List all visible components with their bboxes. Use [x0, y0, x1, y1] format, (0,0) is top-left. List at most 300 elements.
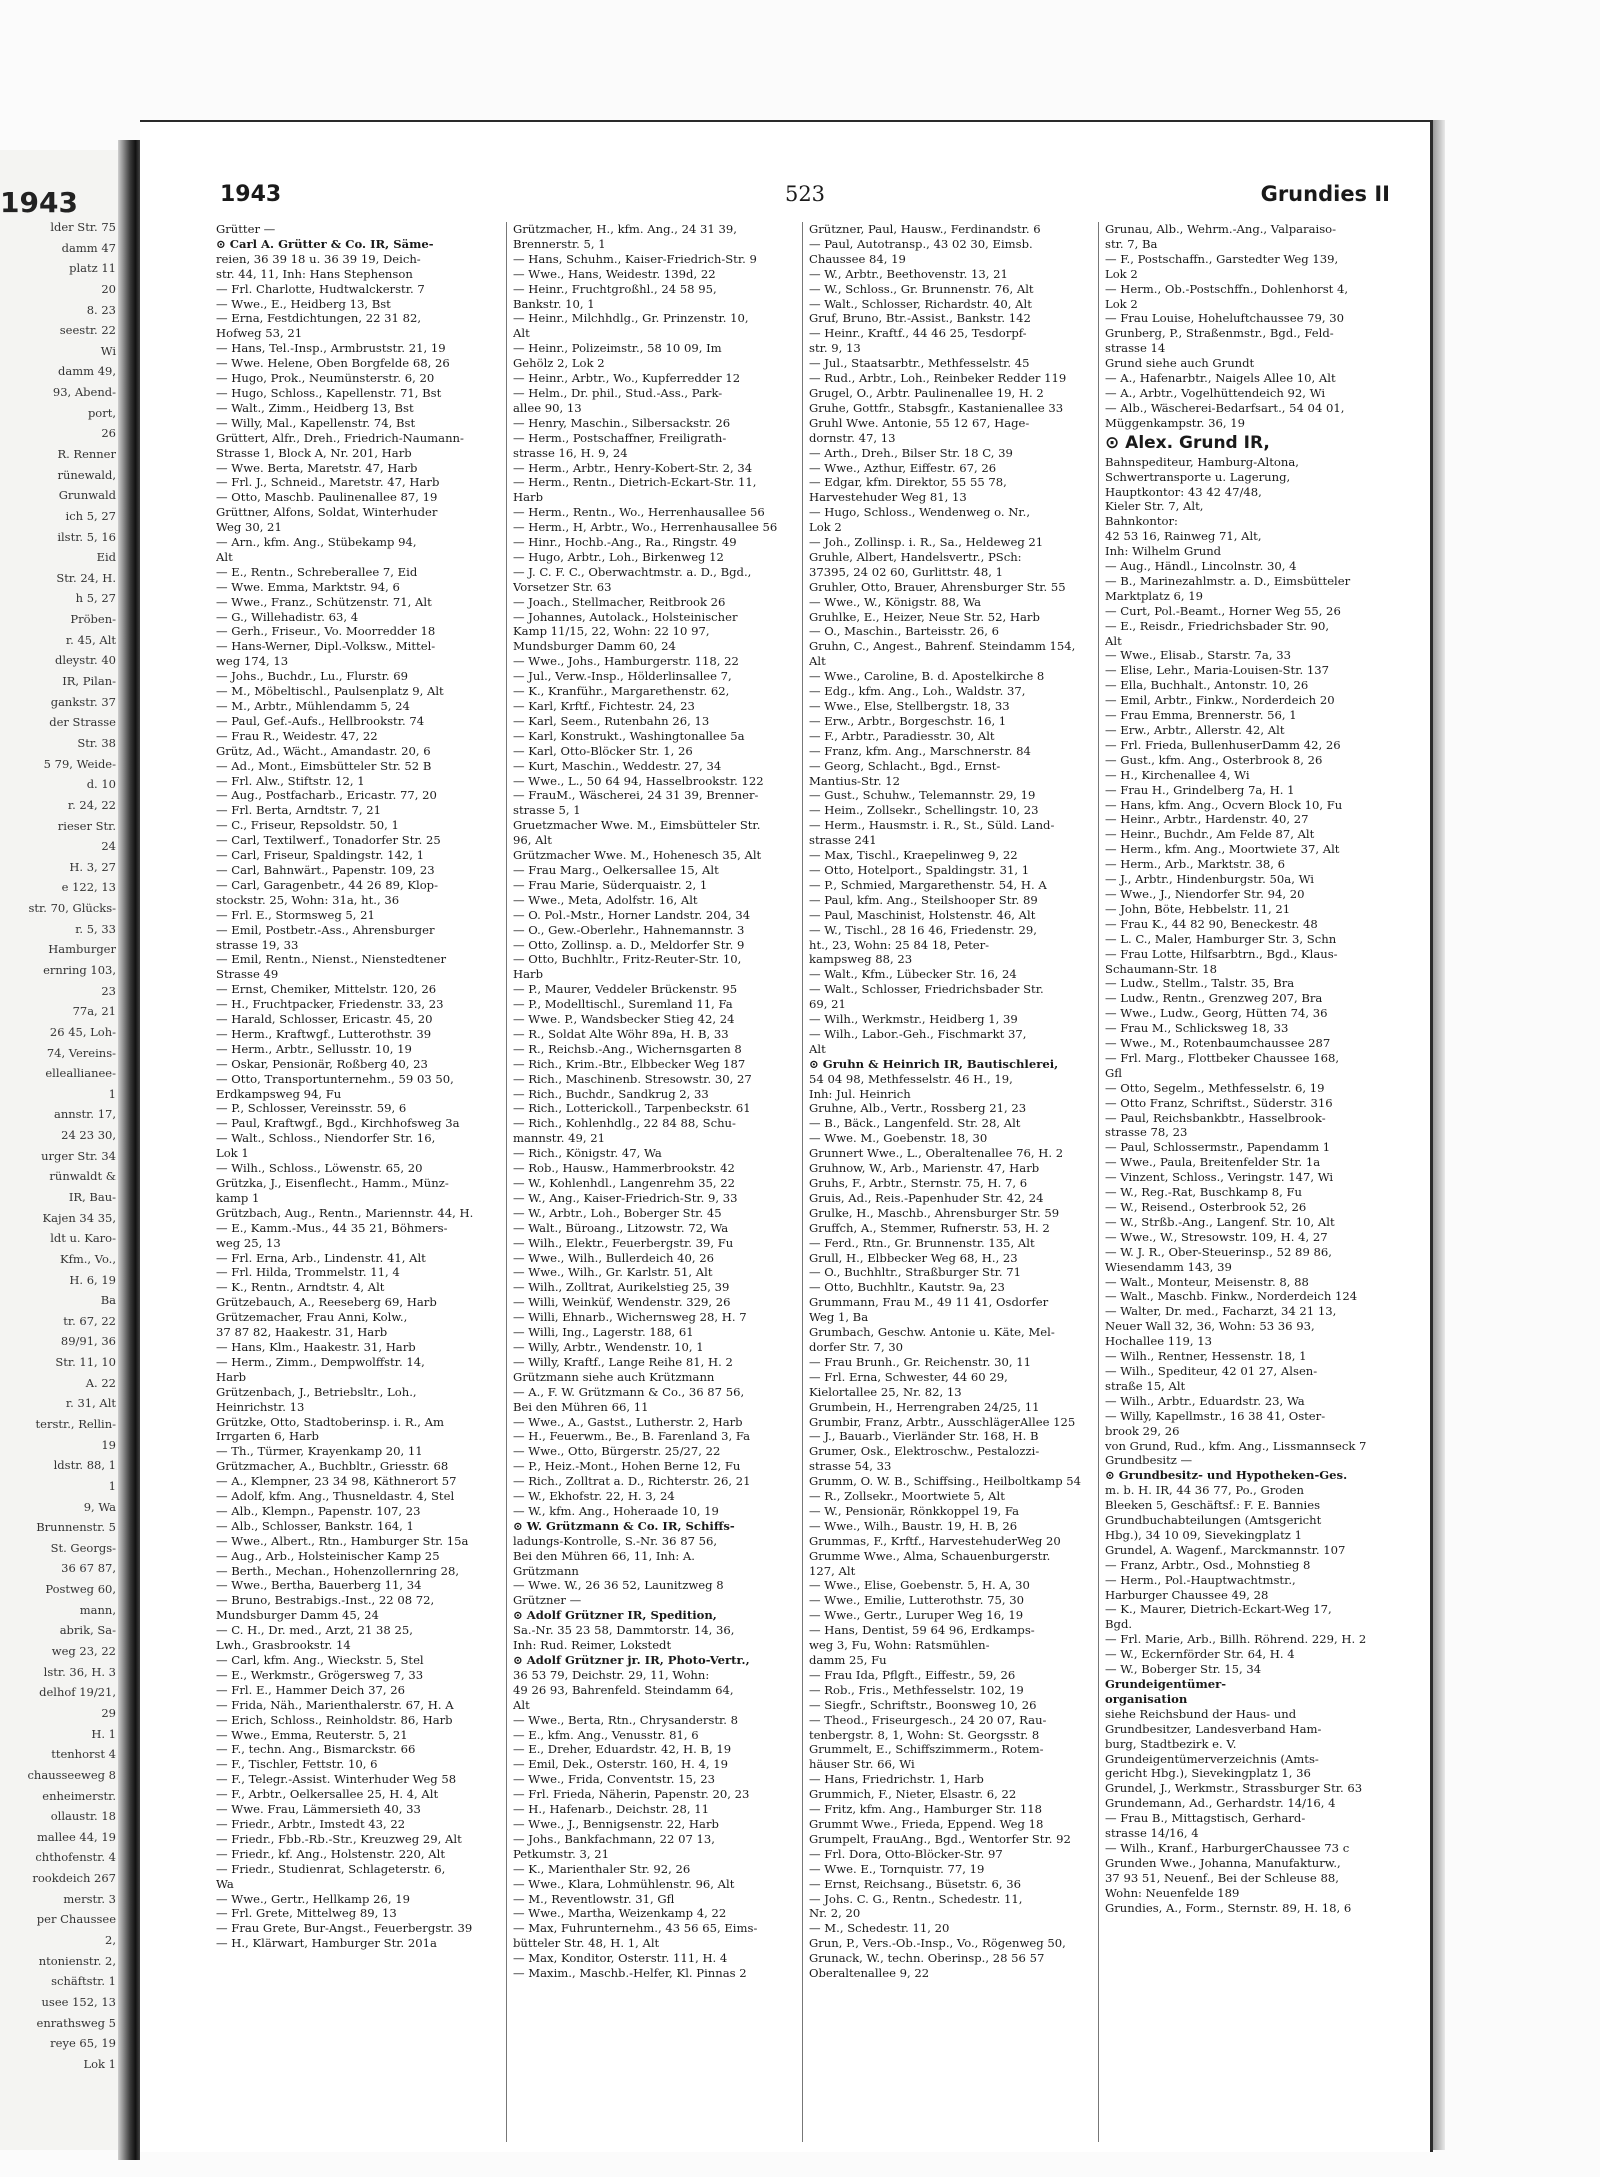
directory-entry-line: — Frl. Erna, Schwester, 44 60 29, — [809, 1369, 1008, 1384]
facing-page-fragment: der Strasse — [49, 715, 116, 729]
directory-entry-line: — E., Dreher, Eduardstr. 42, H. B, 19 — [513, 1742, 732, 1757]
directory-entry-line: — Wwe., Meta, Adolfstr. 16, Alt — [513, 892, 698, 907]
directory-entry-line: — Max, Fuhrunternehm., 43 56 65, Eims- — [513, 1921, 758, 1936]
directory-entry-line: — Erw., Arbtr., Allerstr. 42, Alt — [1105, 723, 1285, 737]
header-year: 1943 — [220, 182, 282, 207]
directory-entry-line: Wohn: Neuenfelde 189 — [1105, 1885, 1240, 1900]
facing-page-fragment: reye 65, 19 — [50, 2036, 116, 2050]
directory-entry-line: Harb — [513, 490, 543, 505]
directory-columns — [210, 222, 1395, 2142]
facing-page-fragment: 77a, 21 — [72, 1004, 116, 1018]
directory-entry-line: — Wwe., Elise, Goebenstr. 5, H. A, 30 — [809, 1578, 1030, 1593]
directory-entry-line: — Curt, Pol.-Beamt., Horner Weg 55, 26 — [1105, 603, 1341, 618]
directory-entry-line: — R., Soldat Alte Wöhr 89a, H. B, 33 — [513, 1026, 729, 1041]
directory-entry-line: — Max, Tischl., Kraepelinweg 9, 22 — [809, 848, 1018, 863]
directory-entry-line: — Ad., Mont., Eimsbütteler Str. 52 B — [216, 758, 432, 773]
directory-entry-line: Grunack, W., techn. Oberinsp., 28 56 57 — [809, 1951, 1045, 1966]
directory-entry-line: — Otto Franz, Schriftst., Süderstr. 316 — [1105, 1095, 1333, 1110]
directory-entry-line: — Hans, Friedrichstr. 1, Harb — [809, 1772, 984, 1787]
directory-entry-line: Grunberg, P., Straßenmstr., Bgd., Feld- — [1105, 326, 1334, 341]
directory-entry-line: — Frau Lotte, Hilfsarbtrn., Bgd., Klaus- — [1105, 946, 1338, 961]
facing-page-fragment: 74, Vereins- — [46, 1046, 116, 1060]
directory-entry-line: — Wwe., Wilh., Baustr. 19, H. B, 26 — [809, 1518, 1018, 1533]
directory-entry-line: — Frau Emma, Brennerstr. 56, 1 — [1105, 708, 1297, 723]
directory-entry-line: strasse 241 — [809, 833, 877, 848]
facing-page-fragment: 1 — [108, 1479, 116, 1493]
directory-entry-line: — W., Arbtr., Beethovenstr. 13, 21 — [809, 266, 1008, 281]
directory-entry-line: — Frl. Charlotte, Hudtwalckerstr. 7 — [216, 281, 425, 296]
directory-entry-line: Grützmacher Wwe. M., Hohenesch 35, Alt — [513, 848, 762, 863]
facing-page-fragment: str. 70, Glücks- — [28, 901, 116, 915]
directory-entry-line: — Wwe., Bertha, Bauerberg 11, 34 — [216, 1578, 422, 1593]
directory-entry-line: — Rich., Lotterickoll., Tarpenbeckstr. 61 — [513, 1101, 751, 1116]
facing-page-fragment: tr. 67, 22 — [63, 1314, 116, 1328]
directory-entry-line: stockstr. 25, Wohn: 31a, ht., 36 — [216, 892, 400, 907]
directory-entry-line: ⊙ Adolf Grützner IR, Spedition, — [513, 1608, 717, 1623]
directory-entry-line: — Ferd., Rtn., Gr. Brunnenstr. 135, Alt — [809, 1235, 1035, 1250]
directory-entry-line: strasse 14/16, 4 — [1105, 1826, 1199, 1841]
directory-entry-line: — Otto, Buchhltr., Fritz-Reuter-Str. 10, — [513, 952, 742, 967]
directory-entry-line: — Wwe., Elisab., Starstr. 7a, 33 — [1105, 648, 1291, 663]
facing-page-fragment: seestr. 22 — [59, 323, 116, 337]
directory-entry-line: — Johs. C. G., Rentn., Schedestr. 11, — [809, 1891, 1023, 1906]
directory-entry-line: — Wwe., Ludw., Georg, Hütten 74, 36 — [1105, 1006, 1328, 1021]
directory-entry-line: Lok 2 — [1105, 296, 1138, 311]
directory-entry-line: ladungs-Kontrolle, S.-Nr. 36 87 56, — [513, 1533, 718, 1548]
directory-entry-line: — W., Arbtr., Loh., Boberger Str. 45 — [513, 1205, 722, 1220]
facing-page-fragment: 29 — [101, 1706, 116, 1720]
directory-entry-line: Inh: Jul. Heinrich — [809, 1086, 911, 1101]
directory-entry-line: — Ella, Buchhalt., Antonstr. 10, 26 — [1105, 678, 1309, 693]
directory-entry-line: Brennerstr. 5, 1 — [513, 236, 606, 251]
directory-entry-line: — E., Reisdr., Friedrichsbader Str. 90, — [1105, 618, 1330, 633]
directory-entry-line: — W., Tischl., 28 16 46, Friedenstr. 29, — [809, 922, 1037, 937]
directory-entry-line: — Johs., Buchdr., Lu., Flurstr. 69 — [216, 669, 409, 684]
directory-entry-line: — J., Arbtr., Hindenburgstr. 50a, Wi — [1105, 872, 1314, 887]
directory-entry-line: — H., Fruchtpacker, Friedenstr. 33, 23 — [216, 997, 444, 1012]
directory-entry-line: Neuer Wall 32, 36, Wohn: 53 36 93, — [1105, 1319, 1315, 1334]
directory-entry-line: — W., Schloss., Gr. Brunnenstr. 76, Alt — [809, 281, 1034, 296]
directory-entry-line: allee 90, 13 — [513, 400, 582, 415]
directory-entry-line: Harb — [216, 1369, 246, 1384]
directory-entry-line: — Rich., Zolltrat a. D., Richterstr. 26, 21 — [513, 1474, 751, 1489]
directory-entry-line: — O., Buchhltr., Straßburger Str. 71 — [809, 1265, 1021, 1280]
facing-page-fragment: 24 23 30, — [61, 1128, 116, 1142]
directory-entry-line: Grützmacher, A., Buchbltr., Griesstr. 68 — [216, 1459, 449, 1474]
directory-page — [140, 120, 1433, 2152]
directory-entry-line: — Walt., Büroang., Litzowstr. 72, Wa — [513, 1220, 729, 1235]
directory-entry-line: — E., Kamm.-Mus., 44 35 21, Böhmers- — [216, 1220, 448, 1235]
directory-entry-line: Oberaltenallee 9, 22 — [809, 1966, 930, 1981]
directory-entry-line: — Wwe., A., Gastst., Lutherstr. 2, Harb — [513, 1414, 743, 1429]
directory-entry-line: — Adolf, kfm. Ang., Thusneldastr. 4, Stel — [216, 1489, 455, 1504]
directory-entry-line: — Frau K., 44 82 90, Beneckestr. 48 — [1105, 916, 1318, 931]
directory-entry-line: — Wwe., J., Niendorfer Str. 94, 20 — [1105, 886, 1305, 901]
facing-page-fragment: d. 10 — [86, 777, 116, 791]
directory-entry-line: Grumbein, H., Herrengraben 24/25, 11 — [809, 1399, 1040, 1414]
directory-entry-line: — Wwe. Helene, Oben Borgfelde 68, 26 — [216, 356, 450, 371]
directory-entry-line: — Maxim., Maschb.-Helfer, Kl. Pinnas 2 — [513, 1966, 747, 1981]
directory-entry-line: Alt — [513, 326, 530, 341]
directory-entry-line: dornstr. 47, 13 — [809, 430, 896, 445]
directory-entry-line: — Gust., kfm. Ang., Osterbrook 8, 26 — [1105, 752, 1323, 767]
directory-entry-line: — Wilh., Elektr., Feuerbergstr. 39, Fu — [513, 1235, 734, 1250]
facing-page-fragment: 26 — [101, 426, 116, 440]
directory-entry-line: — Wwe., Emilie, Lutterothstr. 75, 30 — [809, 1593, 1024, 1608]
facing-page-fragment: r. 45, Alt — [65, 633, 116, 647]
directory-entry-line: — Willi, Weinküf, Wendenstr. 329, 26 — [513, 1295, 731, 1310]
directory-entry-line: — Hans, Klm., Haakestr. 31, Harb — [216, 1339, 416, 1354]
directory-entry-line: — Frau H., Grindelberg 7a, H. 1 — [1105, 782, 1295, 797]
directory-entry-line: — Karl, Seem., Rutenbahn 26, 13 — [513, 713, 710, 728]
directory-entry-line: — Heinr., Milchhdlg., Gr. Prinzenstr. 10, — [513, 311, 749, 326]
directory-entry-line: — Karl, Krftf., Fichtestr. 24, 23 — [513, 699, 695, 713]
directory-entry-line: — Hugo, Schloss., Wendenweg o. Nr., — [809, 505, 1031, 520]
directory-entry-line: Hochallee 119, 13 — [1105, 1334, 1213, 1349]
directory-entry-line: Grüttner, Alfons, Soldat, Winterhuder — [216, 505, 438, 520]
directory-entry-line: — Bruno, Bestrabigs.-Inst., 22 08 72, — [216, 1593, 435, 1608]
facing-page-fragment: H. 6, 19 — [69, 1273, 116, 1287]
directory-entry-line: — Wwe. Emma, Marktstr. 94, 6 — [216, 579, 400, 594]
directory-entry-line: — Rich., Königstr. 47, Wa — [513, 1146, 662, 1161]
facing-page-fragment: enheimerstr. — [42, 1789, 116, 1803]
directory-entry-line: Grunden Wwe., Johanna, Manufakturw., — [1105, 1855, 1341, 1870]
directory-entry-line: — Wwe., Wilh., Bullerdeich 40, 26 — [513, 1250, 715, 1265]
directory-entry-line: — Frau Grete, Bur-Angst., Feuerbergstr. 39 — [216, 1921, 473, 1936]
directory-entry-line: — Wwe., Frida, Conventstr. 15, 23 — [513, 1772, 716, 1787]
facing-page-fragment: rünewald, — [57, 468, 116, 482]
directory-entry-line: — Kurt, Maschin., Weddestr. 27, 34 — [513, 758, 722, 773]
directory-entry-line: Grunnert Wwe., L., Oberaltenallee 76, H. 2 — [809, 1146, 1064, 1161]
directory-entry-line: — Hans, Tel.-Insp., Armbruststr. 21, 19 — [216, 341, 446, 356]
directory-entry-line: — Hans, Dentist, 59 64 96, Erdkamps- — [809, 1623, 1035, 1638]
directory-entry-line: ⊙ Alex. Grund IR, — [1105, 432, 1270, 453]
facing-page-fragment: dleystr. 40 — [54, 653, 116, 667]
directory-entry-line: — Oskar, Pensionär, Roßberg 40, 23 — [216, 1056, 428, 1071]
directory-entry-line: Chaussee 84, 19 — [809, 251, 906, 266]
directory-entry-line: — Emil, Arbtr., Finkw., Norderdeich 20 — [1105, 693, 1335, 708]
directory-entry-line: 42 53 16, Rainweg 71, Alt, — [1105, 529, 1262, 544]
facing-page-fragment: urger Str. 34 — [41, 1149, 116, 1163]
directory-entry-line: Grützbach, Aug., Rentn., Mariennstr. 44, H. — [216, 1205, 474, 1220]
directory-entry-line: Grüttert, Alfr., Dreh., Friedrich-Naumann- — [216, 430, 464, 445]
directory-entry-line: — W., Strßb.-Ang., Langenf. Str. 10, Alt — [1105, 1214, 1335, 1229]
running-head: Grundies II — [1260, 182, 1390, 206]
facing-page-fragment: gankstr. 37 — [50, 695, 116, 709]
facing-page-fragment: Kajen 34 35, — [42, 1211, 116, 1225]
directory-entry-line: Alt — [1105, 633, 1122, 648]
directory-entry-line: — Willy, Arbtr., Wendenstr. 10, 1 — [513, 1339, 704, 1354]
directory-entry-line: Gfl — [1105, 1065, 1122, 1080]
directory-entry-line: — Heinr., Fruchtgroßhl., 24 58 95, — [513, 281, 717, 296]
directory-entry-line: Grumm, O. W. B., Schiffsing., Heilboltkamp 54 — [809, 1474, 1082, 1489]
directory-entry-line: — P., Heiz.-Mont., Hohen Berne 12, Fu — [513, 1459, 741, 1474]
directory-entry-line: — B., Bäck., Langenfeld. Str. 28, Alt — [809, 1116, 1021, 1131]
facing-page-fragment: mallee 44, 19 — [37, 1830, 116, 1844]
directory-entry-line: — Otto, Hotelport., Spaldingstr. 31, 1 — [809, 862, 1030, 877]
directory-entry-line: — Siegfr., Schriftstr., Boonsweg 10, 26 — [809, 1697, 1037, 1712]
directory-entry-line: — Friedr., Studienrat, Schlageterstr. 6, — [216, 1861, 446, 1876]
directory-entry-line: Grützka, J., Eisenflecht., Hamm., Münz- — [216, 1176, 449, 1190]
directory-entry-line: — E., Werkmstr., Grögersweg 7, 33 — [216, 1667, 424, 1682]
directory-entry-line: — Frl. Frieda, BullenhuserDamm 42, 26 — [1105, 737, 1341, 752]
directory-entry-line: Schwertransporte u. Lagerung, — [1105, 469, 1291, 484]
directory-entry-line: — Willi, Ing., Lagerstr. 188, 61 — [513, 1325, 694, 1340]
directory-entry-line: — Alb., Klempn., Papenstr. 107, 23 — [216, 1503, 421, 1518]
directory-entry-line: burg, Stadtbezirk e. V. — [1105, 1736, 1237, 1751]
directory-entry-line: Wa — [216, 1876, 234, 1891]
directory-entry-line: Gruhl Wwe. Antonie, 55 12 67, Hage- — [809, 415, 1030, 430]
directory-entry-line: — Wwe. E., Tornquistr. 77, 19 — [809, 1861, 985, 1876]
directory-entry-line: — G., Willehadistr. 63, 4 — [216, 609, 359, 624]
directory-entry-line: — Walter, Dr. med., Facharzt, 34 21 13, — [1105, 1304, 1337, 1319]
directory-entry-line: Petkumstr. 3, 21 — [513, 1846, 610, 1861]
directory-entry-line: — Wwe., L., 50 64 94, Hasselbrookstr. 122 — [513, 773, 764, 788]
directory-entry-line: Grundbesitzer, Landesverband Ham- — [1105, 1721, 1322, 1736]
directory-entry-line: — Aug., Postfacharb., Ericastr. 77, 20 — [216, 788, 437, 803]
directory-entry-line: — Wwe., Franz., Schützenstr. 71, Alt — [216, 594, 432, 609]
directory-entry-line: Gruetzmacher Wwe. M., Eimsbütteler Str. — [513, 818, 761, 833]
column-2 — [506, 222, 802, 2142]
directory-entry-line: — Frau B., Mittagstisch, Gerhard- — [1105, 1811, 1306, 1826]
directory-entry-line: — H., Feuerwm., Be., B. Farenland 3, Fa — [513, 1429, 751, 1444]
directory-entry-line: Grützenbach, J., Betriebsltr., Loh., — [216, 1384, 417, 1399]
facing-page-fragment: Str. 38 — [77, 736, 116, 750]
facing-page-fragment: r. 31, Alt — [65, 1396, 116, 1410]
directory-entry-line: Inh: Rud. Reimer, Lokstedt — [513, 1638, 672, 1653]
directory-entry-line: — Otto, Segelm., Methfesselstr. 6, 19 — [1105, 1080, 1325, 1095]
facing-page-fragment: Str. 11, 10 — [55, 1355, 116, 1369]
facing-page-fragment: IR, Bau- — [68, 1190, 116, 1204]
directory-entry-line: — Herm., Kraftwgf., Lutterothstr. 39 — [216, 1026, 432, 1041]
directory-entry-line: Grummann, Frau M., 49 11 41, Osdorfer — [809, 1295, 1049, 1310]
directory-entry-line: — Henry, Maschin., Silbersackstr. 26 — [513, 415, 731, 430]
directory-entry-line: — H., Klärwart, Hamburger Str. 201a — [216, 1936, 437, 1951]
directory-entry-line: — Erich, Schloss., Reinholdstr. 86, Harb — [216, 1712, 453, 1727]
facing-page-fragment: 5 79, Weide- — [43, 757, 116, 771]
directory-entry-line: — Gerh., Friseur., Vo. Moorredder 18 — [216, 624, 436, 639]
directory-entry-line: Gruhs, F., Arbtr., Sternstr. 75, H. 7, 6 — [809, 1176, 1028, 1190]
directory-entry-line: Grütter — — [216, 222, 276, 236]
directory-entry-line: — Wwe., Albert., Rtn., Hamburger Str. 15a — [216, 1533, 469, 1548]
directory-entry-line: — Herm., Postschaffner, Freiligrath- — [513, 430, 727, 445]
directory-entry-line: — O., Maschin., Barteisstr. 26, 6 — [809, 624, 999, 639]
directory-entry-line: — Edg., kfm. Ang., Loh., Waldstr. 37, — [809, 684, 1026, 699]
directory-entry-line: Grumpelt, FrauAng., Bgd., Wentorfer Str. 92 — [809, 1831, 1071, 1846]
facing-page-fragment: Ba — [100, 1293, 116, 1307]
directory-entry-line: — Arn., kfm. Ang., Stübekamp 94, — [216, 535, 417, 550]
directory-entry-line: — Frau Marie, Süderquaistr. 2, 1 — [513, 877, 708, 892]
facing-page-fragment: 2, — [105, 1933, 116, 1947]
directory-entry-line: — C. H., Dr. med., Arzt, 21 38 25, — [216, 1623, 413, 1638]
facing-page-fragment: rookdeich 267 — [32, 1871, 116, 1885]
directory-entry-line: Irrgarten 6, Harb — [216, 1429, 319, 1444]
directory-entry-line: str. 7, Ba — [1105, 236, 1158, 251]
directory-entry-line: — Wwe. Frau, Lämmersieth 40, 33 — [216, 1802, 421, 1817]
directory-entry-line: — Wilh., Spediteur, 42 01 27, Alsen- — [1105, 1363, 1318, 1378]
directory-entry-line: — W., Reg.-Rat, Buschkamp 8, Fu — [1105, 1185, 1302, 1200]
directory-entry-line: Grützner, Paul, Hausw., Ferdinandstr. 6 — [809, 222, 1041, 236]
directory-entry-line: Sa.-Nr. 35 23 58, Dammtorstr. 14, 36, — [513, 1623, 735, 1638]
directory-entry-line: strasse 54, 33 — [809, 1459, 892, 1474]
directory-entry-line: — Heinr., Arbtr., Wo., Kupferredder 12 — [513, 371, 741, 386]
directory-entry-line: — Heim., Zollsekr., Schellingstr. 10, 23 — [809, 803, 1039, 818]
directory-entry-line: — A., Klempner, 23 34 98, Käthnerort 57 — [216, 1474, 457, 1489]
directory-entry-line: Gruf, Bruno, Btr.-Assist., Bankstr. 142 — [809, 311, 1031, 326]
directory-entry-line: — Carl, Garagenbetr., 44 26 89, Klop- — [216, 877, 439, 892]
directory-entry-line: Grützke, Otto, Stadtoberinsp. i. R., Am — [216, 1414, 445, 1429]
directory-entry-line: 37 87 82, Haakestr. 31, Harb — [216, 1325, 388, 1340]
directory-entry-line: Weg 30, 21 — [216, 520, 282, 535]
directory-entry-line: — W., Kohlenhdl., Langenrehm 35, 22 — [513, 1176, 735, 1190]
directory-entry-line: — Erw., Arbtr., Borgeschstr. 16, 1 — [809, 713, 1007, 728]
directory-entry-line: — Heinr., Polizeimstr., 58 10 09, Im — [513, 341, 722, 356]
directory-entry-line: — M., Schedestr. 11, 20 — [809, 1921, 950, 1936]
facing-page-fragment: Grunwald — [58, 488, 116, 502]
directory-entry-line: — Hugo, Arbtr., Loh., Birkenweg 12 — [513, 549, 724, 564]
facing-page-fragment: ldstr. 88, 1 — [53, 1458, 116, 1472]
facing-page-fragment: ldt u. Karo- — [50, 1231, 116, 1245]
directory-entry-line: — O. Pol.-Mstr., Horner Landstr. 204, 34 — [513, 907, 751, 922]
directory-entry-line: ⊙ Gruhn & Heinrich IR, Bautischlerei, — [809, 1056, 1059, 1071]
facing-page-fragment: St. Georgs- — [50, 1541, 116, 1555]
facing-page-fragment: annstr. 17, — [53, 1107, 116, 1121]
facing-page-fragment: R. Renner — [57, 447, 116, 461]
directory-entry-line: — Frau M., Schlicksweg 18, 33 — [1105, 1021, 1289, 1036]
directory-entry-line: — F., Arbtr., Oelkersallee 25, H. 4, Alt — [216, 1787, 439, 1802]
directory-entry-line: — K., Kranführ., Margarethenstr. 62, — [513, 684, 730, 699]
directory-entry-line: — Hinr., Hochb.-Ang., Ra., Ringstr. 49 — [513, 535, 737, 550]
facing-page-fragment: chthofenstr. 4 — [35, 1850, 116, 1864]
directory-entry-line: damm 25, Fu — [809, 1653, 887, 1667]
directory-entry-line: Schaumann-Str. 18 — [1105, 961, 1218, 976]
directory-entry-line: straße 15, Alt — [1105, 1378, 1186, 1393]
directory-entry-line: — Heinr., Kraftf., 44 46 25, Tesdorpf- — [809, 326, 1027, 341]
directory-entry-line: — John, Böte, Hebbelstr. 11, 21 — [1105, 901, 1291, 916]
directory-entry-line: — Walt., Zimm., Heidberg 13, Bst — [216, 400, 414, 415]
directory-entry-line: Strasse 1, Block A, Nr. 201, Harb — [216, 445, 412, 460]
directory-entry-line: — F., Arbtr., Paradiesstr. 30, Alt — [809, 728, 995, 743]
directory-entry-line: — Wwe., Else, Stellbergstr. 18, 33 — [809, 699, 1010, 713]
directory-entry-line: — Wilh., Labor.-Geh., Fischmarkt 37, — [809, 1026, 1027, 1041]
page-edge-shadow — [1433, 120, 1445, 2150]
directory-entry-line: Harburger Chaussee 49, 28 — [1105, 1587, 1269, 1602]
directory-entry-line: Grumme Wwe., Alma, Schauenburgerstr. — [809, 1548, 1051, 1563]
directory-entry-line: siehe Reichsbund der Haus- und — [1105, 1706, 1297, 1721]
facing-page-fragment: r. 5, 33 — [75, 922, 116, 936]
directory-entry-line: Müggenkampstr. 36, 19 — [1105, 415, 1245, 430]
directory-entry-line: — Wwe. Berta, Maretstr. 47, Harb — [216, 460, 418, 475]
directory-entry-line: Inh: Wilhelm Grund — [1105, 544, 1222, 559]
directory-entry-line: — W., Ang., Kaiser-Friedrich-Str. 9, 33 — [513, 1190, 738, 1205]
directory-entry-line: — Fritz, kfm. Ang., Hamburger Str. 118 — [809, 1802, 1043, 1817]
directory-entry-line: — Arth., Dreh., Bilser Str. 18 C, 39 — [809, 445, 1013, 460]
directory-entry-line: 69, 21 — [809, 997, 846, 1012]
directory-entry-line: — Max, Konditor, Osterstr. 111, H. 4 — [513, 1951, 728, 1966]
directory-entry-line: Grützebauch, A., Reeseberg 69, Harb — [216, 1295, 437, 1310]
directory-entry-line: — M., Möbeltischl., Paulsenplatz 9, Alt — [216, 684, 444, 699]
directory-entry-line: — R., Zollsekr., Moortwiete 5, Alt — [809, 1489, 1005, 1504]
directory-entry-line: — Heinr., Arbtr., Hardenstr. 40, 27 — [1105, 812, 1309, 827]
facing-page-fragment: 89/91, 36 — [60, 1334, 116, 1348]
directory-entry-line: Gruffch, A., Stemmer, Rufnerstr. 53, H. 2 — [809, 1220, 1050, 1235]
directory-entry-line: — Frau Brunh., Gr. Reichenstr. 30, 11 — [809, 1354, 1032, 1369]
directory-entry-line: — Frida, Näh., Marienthalerstr. 67, H. A — [216, 1697, 454, 1712]
directory-entry-line: — Frl. Grete, Mittelweg 89, 13 — [216, 1906, 397, 1921]
directory-entry-line: ⊙ Adolf Grützner jr. IR, Photo-Vertr., — [513, 1653, 750, 1667]
directory-entry-line: — Walt., Monteur, Meisenstr. 8, 88 — [1105, 1274, 1309, 1289]
directory-entry-line: — Frl. E., Stormsweg 5, 21 — [216, 907, 375, 922]
directory-entry-line: str. 44, 11, Inh: Hans Stephenson — [216, 266, 413, 281]
directory-entry-line: — Walt., Schlosser, Friedrichsbader Str. — [809, 982, 1044, 997]
directory-entry-line: — P., Maurer, Veddeler Brückenstr. 95 — [513, 982, 738, 997]
directory-entry-line: Gruhle, Albert, Handelsvertr., PSch: — [809, 549, 1022, 564]
facing-page-edge — [0, 150, 119, 2150]
facing-page-fragment: 36 67 87, — [61, 1561, 116, 1575]
directory-entry-line: Alt — [513, 1697, 530, 1712]
directory-entry-line: — Wilh., Kranf., HarburgerChaussee 73 c — [1105, 1840, 1350, 1855]
directory-entry-line: — Walt., Schloss., Niendorfer Str. 16, — [216, 1131, 436, 1146]
directory-entry-line: — Wwe., Paula, Breitenfelder Str. 1a — [1105, 1155, 1321, 1170]
directory-entry-line: — Herm., Rentn., Wo., Herrenhausallee 56 — [513, 505, 765, 520]
facing-page-fragment: Postweg 60, — [45, 1582, 116, 1596]
directory-entry-line: — Willy, Mal., Kapellenstr. 74, Bst — [216, 415, 416, 430]
directory-entry-line: strasse 14 — [1105, 341, 1166, 356]
directory-entry-line: — Herm., Rentn., Dietrich-Eckart-Str. 11, — [513, 475, 757, 490]
directory-entry-line: — W., Pensionär, Rönkkoppel 19, Fa — [809, 1503, 1020, 1518]
directory-entry-line: Alt — [809, 654, 826, 669]
directory-entry-line: — Georg, Schlacht., Bgd., Ernst- — [809, 758, 1001, 773]
directory-entry-line: — Frau R., Weidestr. 47, 22 — [216, 728, 378, 743]
directory-entry-line: Gruhler, Otto, Brauer, Ahrensburger Str. 55 — [809, 579, 1066, 594]
directory-entry-line: Grundel, J., Werkmstr., Strassburger Str. 63 — [1105, 1781, 1363, 1796]
directory-entry-line: — Frl. E., Hammer Deich 37, 26 — [216, 1682, 405, 1697]
directory-entry-line: — Johannes, Autolack., Holsteinischer — [513, 609, 738, 624]
directory-entry-line: — P., Schlosser, Vereinsstr. 59, 6 — [216, 1101, 407, 1116]
directory-entry-line: dorfer Str. 7, 30 — [809, 1339, 904, 1354]
directory-entry-line: — Wwe. W., 26 36 52, Launitzweg 8 — [513, 1578, 724, 1593]
directory-entry-line: — Ludw., Stellm., Talstr. 35, Bra — [1105, 976, 1295, 991]
directory-entry-line: mannstr. 49, 21 — [513, 1131, 605, 1146]
directory-entry-line: — Paul, Gef.-Aufs., Hellbrookstr. 74 — [216, 713, 425, 728]
directory-entry-line: — FrauM., Wäscherei, 24 31 39, Brenner- — [513, 788, 759, 803]
directory-entry-line: — Karl, Otto-Blöcker Str. 1, 26 — [513, 743, 693, 758]
directory-entry-line: — Wwe., E., Heidberg 13, Bst — [216, 296, 391, 311]
directory-entry-line: — Th., Türmer, Krayenkamp 20, 11 — [216, 1444, 423, 1459]
directory-entry-line: strasse 78, 23 — [1105, 1125, 1188, 1140]
directory-entry-line: Bahnspediteur, Hamburg-Altona, — [1105, 454, 1299, 469]
directory-entry-line: Grütz, Ad., Wächt., Amandastr. 20, 6 — [216, 743, 431, 758]
directory-entry-line: bütteler Str. 48, H. 1, Alt — [513, 1936, 660, 1951]
directory-entry-line: — B., Marinezahlmstr. a. D., Eimsbütteler — [1105, 573, 1351, 588]
directory-entry-line: — M., Reventlowstr. 31, Gfl — [513, 1891, 675, 1906]
directory-entry-line: — F., Telegr.-Assist. Winterhuder Weg 58 — [216, 1772, 457, 1787]
directory-entry-line: — Wilh., Rentner, Hessenstr. 18, 1 — [1105, 1349, 1307, 1364]
directory-entry-line: — Wilh., Arbtr., Eduardstr. 23, Wa — [1105, 1393, 1305, 1408]
facing-page-fragment: weg 23, 22 — [51, 1644, 116, 1658]
directory-entry-line: — Johs., Bankfachmann, 22 07 13, — [513, 1831, 715, 1846]
directory-entry-line: Mundsburger Damm 45, 24 — [216, 1608, 379, 1623]
directory-entry-line: — Alb., Schlosser, Bankstr. 164, 1 — [216, 1518, 414, 1533]
directory-entry-line: — Wilh., Zolltrat, Aurikelstieg 25, 39 — [513, 1280, 730, 1295]
directory-entry-line: Grummas, F., Krftf., HarvestehuderWeg 20 — [809, 1533, 1061, 1548]
directory-entry-line: ⊙ Grundbesitz- und Hypotheken-Ges. — [1105, 1468, 1348, 1483]
directory-entry-line: — Paul, Autotransp., 43 02 30, Eimsb. — [809, 236, 1033, 251]
directory-entry-line: — Hans-Werner, Dipl.-Volksw., Mittel- — [216, 639, 436, 654]
directory-entry-line: — Ernst, Chemiker, Mittelstr. 120, 26 — [216, 982, 437, 997]
directory-entry-line: Marktplatz 6, 19 — [1105, 588, 1204, 603]
directory-entry-line: Lok 2 — [809, 520, 842, 535]
